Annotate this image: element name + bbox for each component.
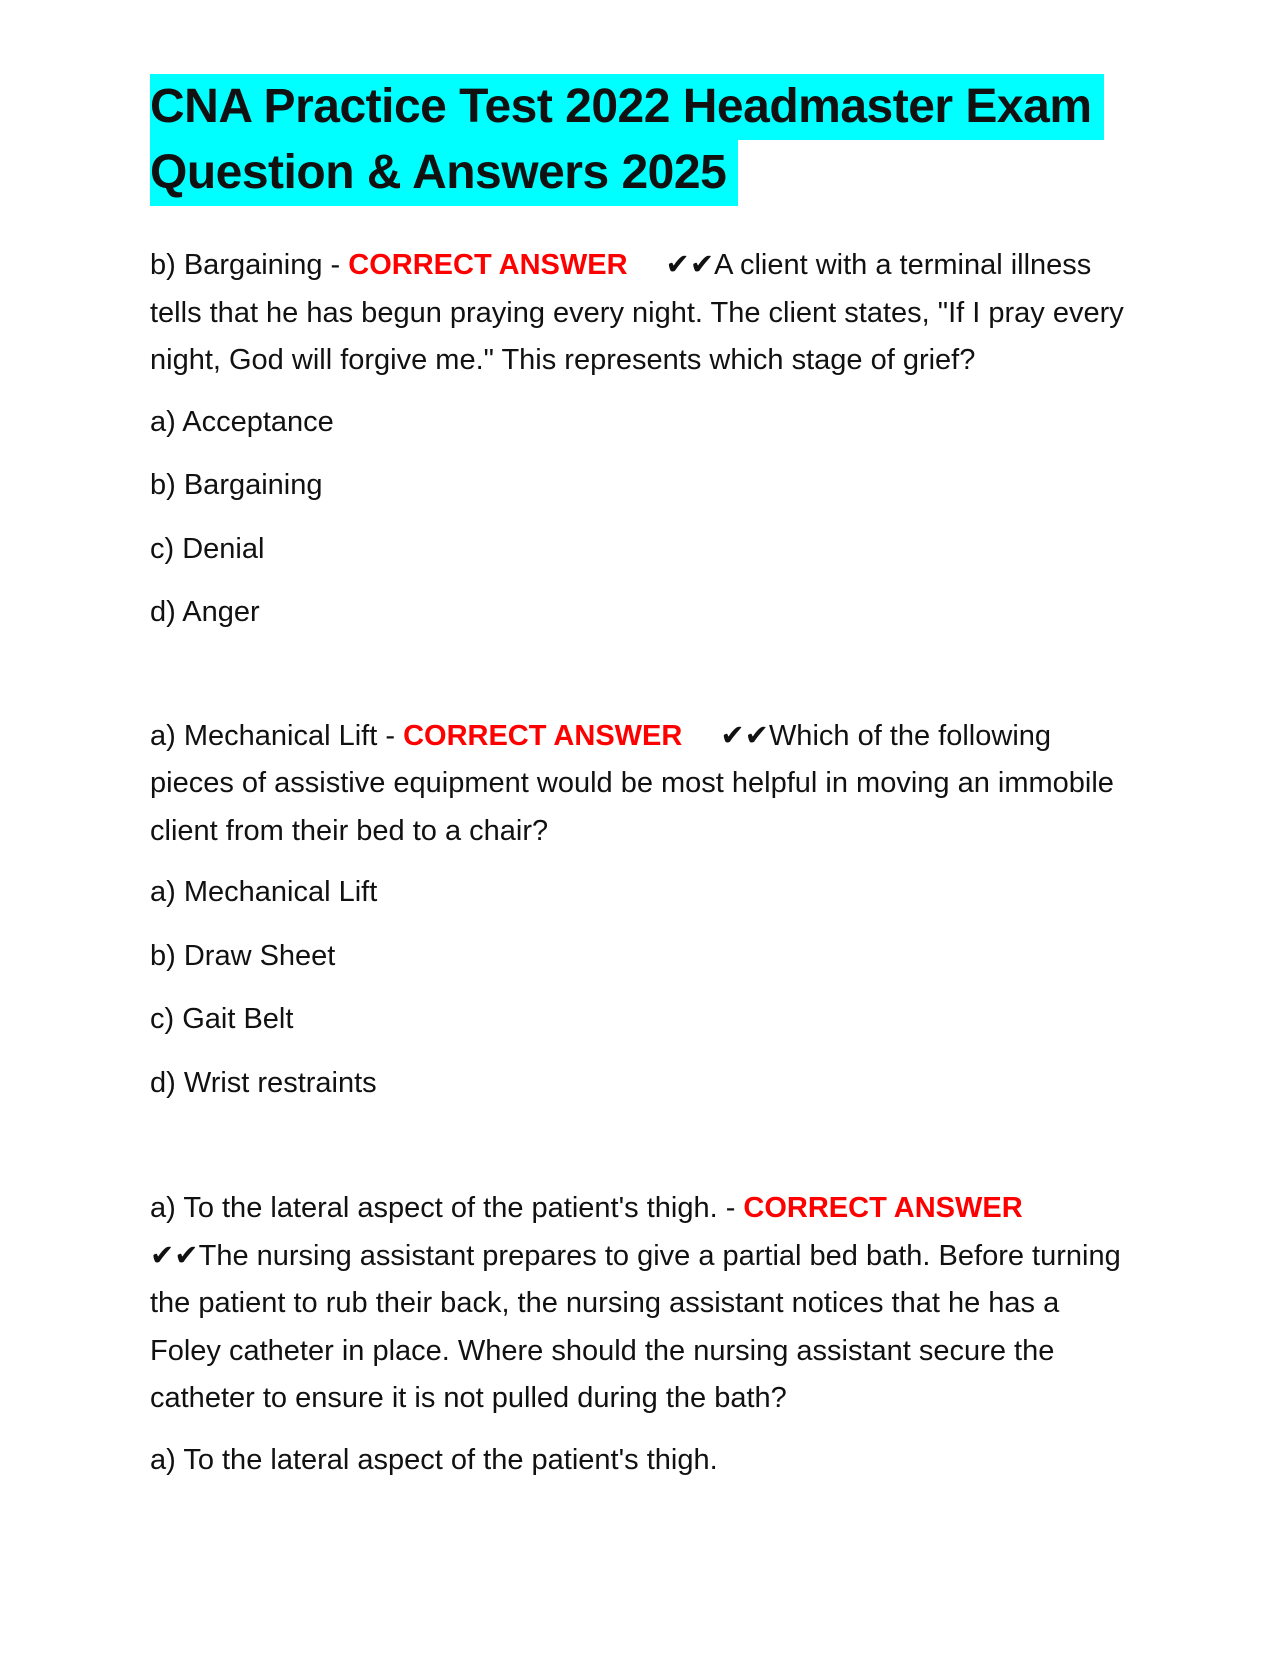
title-line-1: CNA Practice Test 2022 Headmaster Exam: [150, 74, 1104, 140]
checkmark-icon: ✔✔: [720, 719, 769, 752]
option-item: b) Bargaining: [150, 469, 323, 501]
title-line-2: Question & Answers 2025: [150, 140, 738, 206]
option-item: b) Draw Sheet: [150, 939, 336, 972]
question-text: A client with a terminal illness tells that he has begun praying every night. The client states, "If I pray every night, God will forgive me." This represents which stage of grief?: [150, 249, 1124, 376]
question-block: [150, 242, 1130, 653]
checkmark-icon: ✔✔: [150, 1239, 199, 1272]
option-item: d) Wrist restraints: [150, 1066, 377, 1099]
answer-text: a) To the lateral aspect of the patient's thigh. -: [150, 1192, 736, 1224]
correct-answer-label: CORRECT ANSWER: [743, 1192, 1023, 1224]
answer-text: a) Mechanical Lift -: [150, 719, 395, 752]
option-item: a) Acceptance: [150, 405, 334, 438]
correct-answer-label: CORRECT ANSWER: [348, 249, 628, 281]
question-block: [150, 713, 1130, 1124]
question-text: The nursing assistant prepares to give a partial bed bath. Before turning the patient to rub their back, the nursing assistant notices that he has a Foley catheter in place. Where should the nursing assistant secure the catheter to ensure it is not pulled during the bath?: [150, 1239, 1121, 1414]
question-block: [150, 1185, 1130, 1500]
option-item: c) Denial: [150, 532, 265, 565]
question-stem: [150, 713, 1130, 856]
document-page: [150, 74, 1130, 1500]
question-stem: [150, 1185, 1130, 1423]
correct-answer-label: CORRECT ANSWER: [403, 719, 683, 752]
question-text: Which of the following pieces of assistive equipment would be most helpful in moving an immobile client from their bed to a chair?: [150, 719, 1114, 847]
option-item: d) Anger: [150, 596, 260, 628]
option-item: a) Mechanical Lift: [150, 876, 378, 908]
option-item: c) Gait Belt: [150, 1003, 294, 1035]
question-stem: [150, 242, 1130, 385]
checkmark-icon: ✔✔: [665, 249, 715, 281]
document-title: [150, 74, 1130, 206]
answer-text: b) Bargaining -: [150, 249, 341, 281]
option-item: a) To the lateral aspect of the patient's thigh.: [150, 1443, 718, 1476]
